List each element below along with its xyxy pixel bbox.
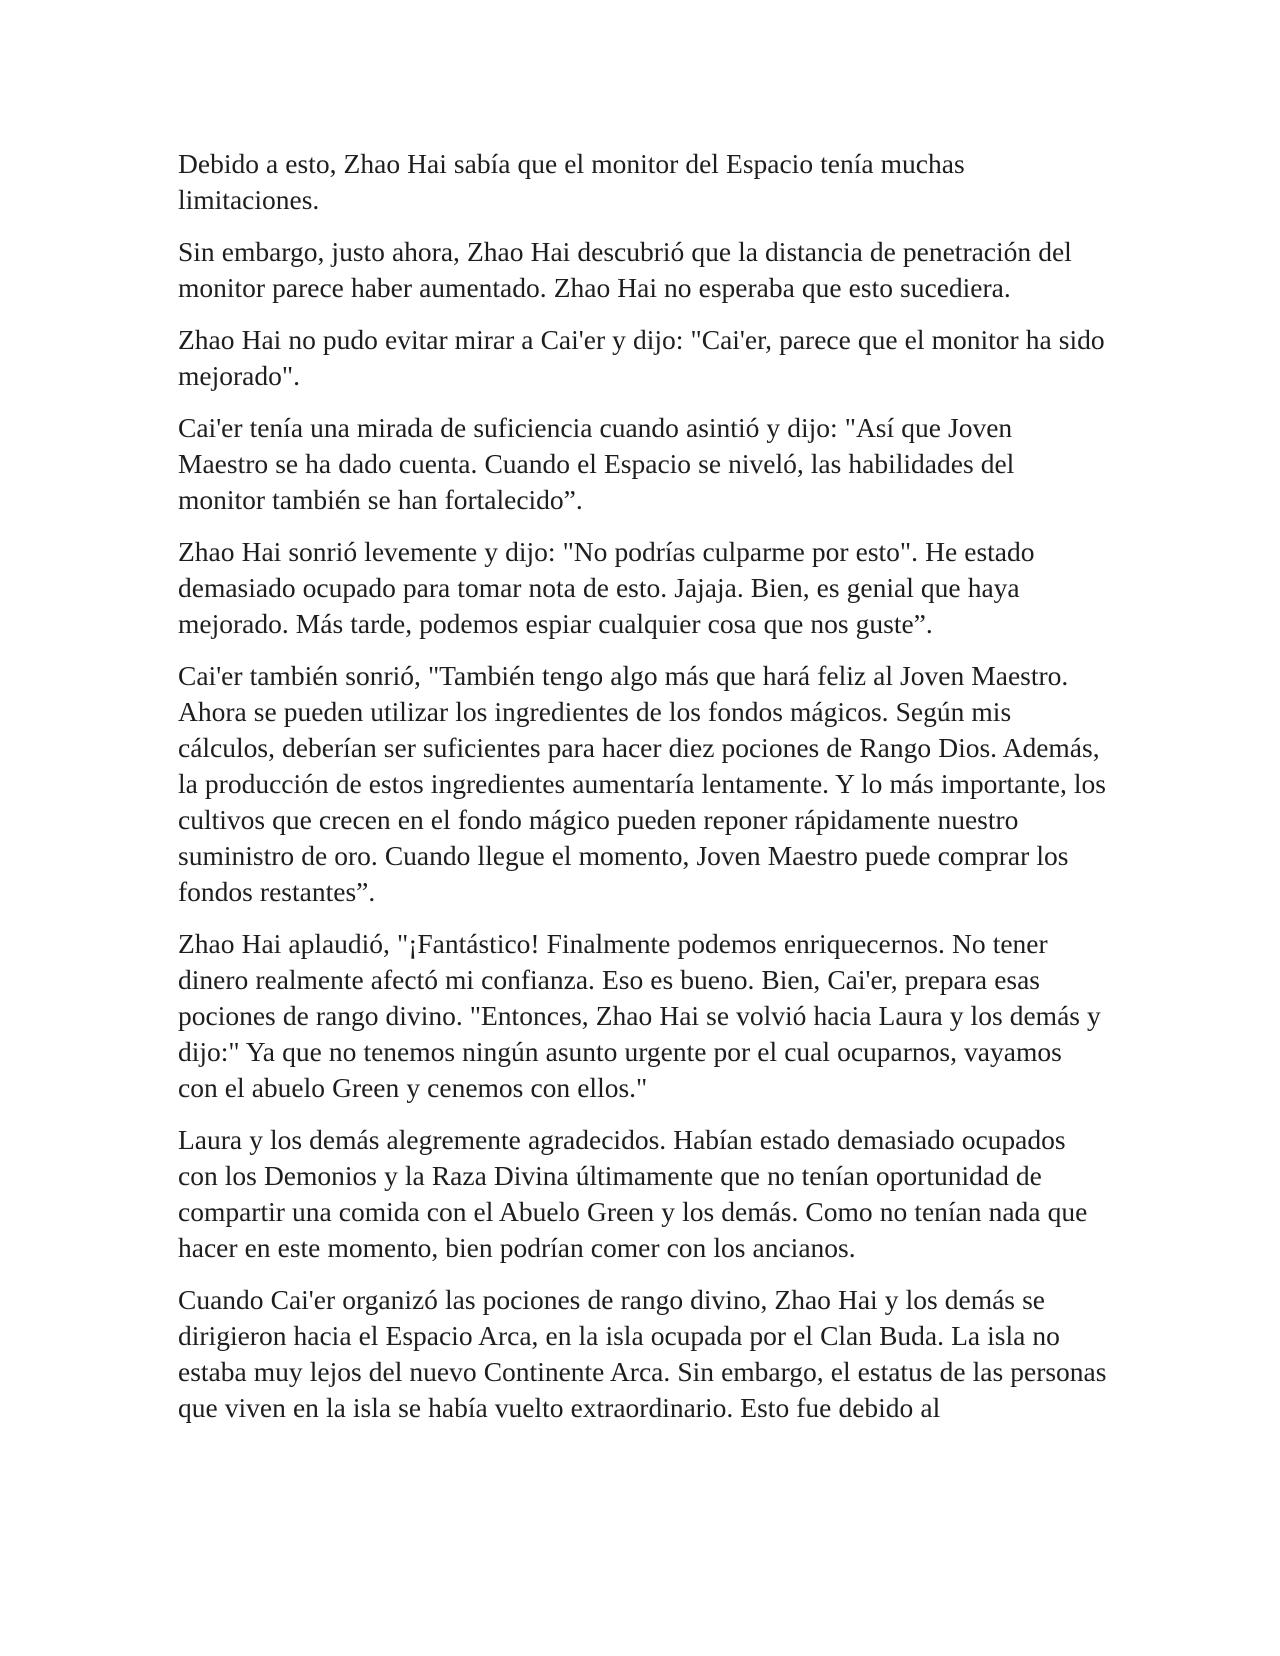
paragraph: Cuando Cai'er organizó las pociones de rango divino, Zhao Hai y los demás se dirigieron hacia el Espacio Arca, en la isla ocupada por el Clan Buda. La isla no estaba muy lejos del nuevo Continente Arca. Sin embargo, el estatus de las personas que viven en la isla se había vuelto extraordinario. Esto fue debido al: [178, 1284, 1107, 1423]
document-page: [178, 146, 1108, 1442]
paragraph: Zhao Hai aplaudió, "¡Fantástico! Finalmente podemos enriquecernos. No tener dinero realmente afectó mi confianza. Eso es bueno. Bien, Cai'er, prepara esas pociones de rango divino. "Entonces, Zhao Hai se volvió hacia Laura y los demás y dijo:" Ya que no tenemos ningún asunto urgente por el cual ocuparnos, vayamos con el abuelo Green y cenemos con ellos.": [178, 928, 1101, 1103]
paragraph: Laura y los demás alegremente agradecidos. Habían estado demasiado ocupados con los Demonios y la Raza Divina últimamente que no tenían oportunidad de compartir una comida con el Abuelo Green y los demás. Como no tenían nada que hacer en este momento, bien podrían comer con los ancianos.: [178, 1124, 1088, 1263]
paragraph: Cai'er también sonrió, "También tengo algo más que hará feliz al Joven Maestro. Ahora se pueden utilizar los ingredientes de los fondos mágicos. Según mis cálculos, deberían ser suficientes para hacer diez pociones de Rango Dios. Además, la producción de estos ingredientes aumentaría lentamente. Y lo más importante, los cultivos que crecen en el fondo mágico pueden reponer rápidamente nuestro suministro de oro. Cuando llegue el momento, Joven Maestro puede comprar los fondos restantes”.: [178, 660, 1107, 907]
paragraph: Debido a esto, Zhao Hai sabía que el monitor del Espacio tenía muchas limitaciones.: [178, 148, 965, 215]
paragraph: Zhao Hai sonrió levemente y dijo: "No podrías culparme por esto". He estado demasiado ocupado para tomar nota de esto. Jajaja. Bien, es genial que haya mejorado. Más tarde, podemos espiar cualquier cosa que nos guste”.: [178, 536, 1035, 639]
paragraph: Zhao Hai no pudo evitar mirar a Cai'er y dijo: "Cai'er, parece que el monitor ha sido mejorado".: [178, 324, 1105, 391]
paragraph: Cai'er tenía una mirada de suficiencia cuando asintió y dijo: "Así que Joven Maestro se ha dado cuenta. Cuando el Espacio se niveló, las habilidades del monitor también se han fortalecido”.: [178, 412, 1015, 515]
paragraph: Sin embargo, justo ahora, Zhao Hai descubrió que la distancia de penetración del monitor parece haber aumentado. Zhao Hai no esperaba que esto sucediera.: [178, 236, 1072, 303]
